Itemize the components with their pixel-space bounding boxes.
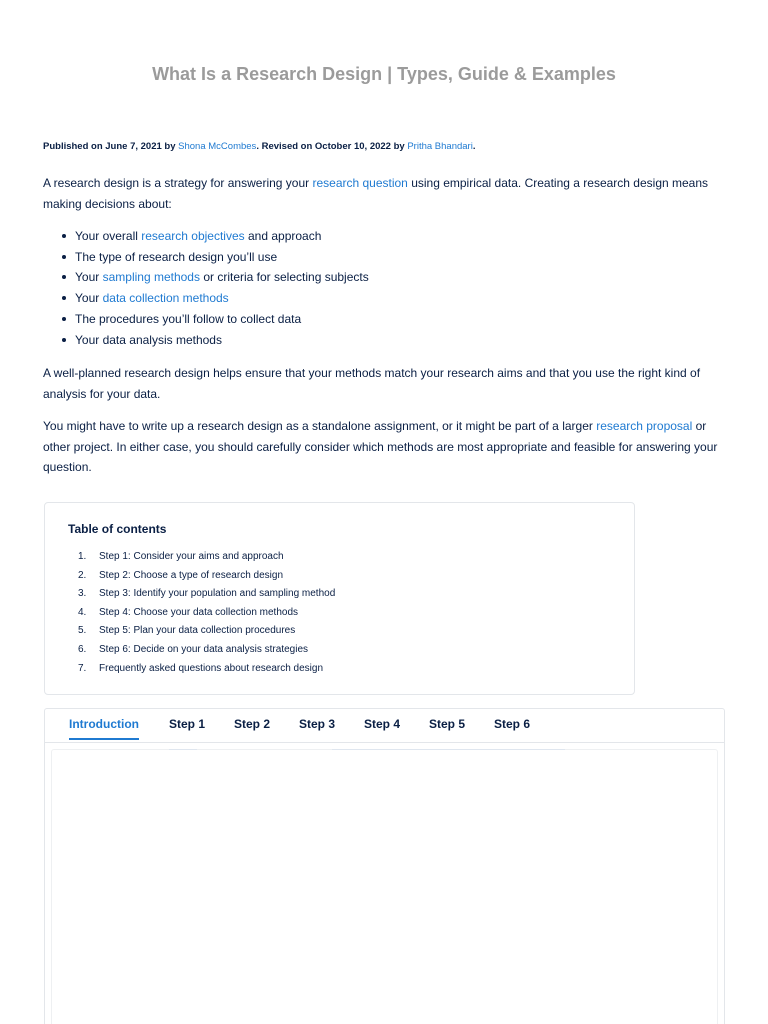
intro-text-continued: using empirical data. Creating a research design means making decisions about:	[43, 176, 709, 211]
list-item-text: and approach	[244, 229, 322, 243]
research-objectives-link[interactable]: research objectives	[141, 229, 245, 243]
toc-item-label[interactable]: Step 4: Choose your data collection methods	[99, 606, 299, 618]
toc-item-label[interactable]: Step 6: Decide on your data analysis strategies	[99, 643, 309, 655]
list-item-text: The procedures you’ll follow to collect data	[75, 311, 302, 326]
toc-item-number: 7.	[78, 662, 87, 674]
tab-step-3[interactable]: Step 3	[299, 717, 336, 731]
toc-item[interactable]	[68, 660, 335, 679]
tab-step-1[interactable]: Step 1	[169, 717, 206, 731]
list-item	[75, 226, 369, 247]
steps-tab-panel	[44, 708, 725, 1024]
tab-content-area	[51, 749, 718, 1024]
intro-text: A research design is a strategy for answering your	[43, 176, 313, 190]
tab-step-4[interactable]: Step 4	[364, 717, 401, 731]
tab-step-5[interactable]: Step 5	[429, 717, 466, 731]
list-item	[75, 309, 369, 330]
standalone-text-continued: or other project. In either case, you should carefully consider which methods are most appropriate and feasible for answering your question.	[43, 419, 718, 474]
toc-item[interactable]	[68, 622, 335, 641]
reviser-link[interactable]: Pritha Bhandari	[407, 141, 473, 152]
list-item-text: Your	[75, 270, 103, 285]
tab-step-6[interactable]: Step 6	[494, 717, 531, 731]
toc-item-label[interactable]: Step 2: Choose a type of research design	[99, 569, 284, 581]
toc-item-number: 1.	[78, 551, 87, 562]
toc-item-number: 6.	[78, 643, 87, 655]
well-planned-paragraph: A well-planned research design helps ensure that your methods match your research aims and that you use the right kind of analysis for your data.	[43, 366, 701, 401]
article-meta	[43, 141, 475, 152]
toc-item[interactable]	[68, 567, 335, 586]
toc-list	[68, 548, 335, 678]
meta-suffix: .	[472, 141, 476, 152]
data-collection-methods-link[interactable]: data collection methods	[102, 291, 229, 306]
list-item	[75, 288, 369, 309]
list-item-text: Your overall	[75, 229, 142, 243]
toc-item[interactable]	[68, 585, 335, 604]
toc-item-number: 2.	[78, 569, 87, 581]
list-item-text: or criteria for selecting subjects	[199, 270, 369, 285]
author-link[interactable]: Shona McCombes	[178, 141, 257, 152]
research-question-link[interactable]: research question	[312, 176, 408, 190]
toc-title: Table of contents	[68, 522, 167, 536]
content-divider	[169, 749, 197, 750]
list-item-text: Your data analysis methods	[75, 332, 222, 347]
revised-text: . Revised on October 10, 2022 by	[256, 141, 408, 152]
list-item	[75, 330, 369, 351]
list-item	[75, 247, 369, 268]
toc-item[interactable]	[68, 548, 335, 567]
page-title: What Is a Research Design | Types, Guide & Examples	[152, 64, 616, 84]
toc-item[interactable]	[68, 604, 335, 623]
toc-item-label[interactable]: Step 1: Consider your aims and approach	[99, 551, 284, 562]
toc-item-number: 3.	[78, 588, 87, 600]
list-item	[75, 267, 369, 288]
list-item-text: The type of research design you’ll use	[75, 249, 278, 264]
tab-introduction[interactable]: Introduction	[69, 717, 139, 740]
toc-item-label[interactable]: Step 3: Identify your population and sampling method	[99, 588, 336, 600]
toc-item-label[interactable]: Frequently asked questions about research design	[99, 662, 324, 674]
list-item-text: Your	[75, 291, 103, 306]
standalone-paragraph	[43, 416, 731, 478]
toc-item[interactable]	[68, 641, 335, 660]
table-of-contents	[44, 502, 635, 695]
toc-item-number: 5.	[78, 625, 87, 637]
research-proposal-link[interactable]: research proposal	[596, 419, 693, 433]
tab-bar	[45, 709, 724, 743]
published-text: Published on June 7, 2021 by	[43, 141, 179, 152]
intro-paragraph	[43, 173, 731, 214]
decision-list	[43, 226, 369, 350]
content-divider	[332, 749, 565, 750]
sampling-methods-link[interactable]: sampling methods	[102, 270, 200, 285]
toc-item-number: 4.	[78, 606, 87, 618]
toc-item-label[interactable]: Step 5: Plan your data collection procedures	[99, 625, 296, 637]
tab-step-2[interactable]: Step 2	[234, 717, 271, 731]
standalone-text: You might have to write up a research design as a standalone assignment, or it might be part of a larger	[43, 419, 597, 433]
